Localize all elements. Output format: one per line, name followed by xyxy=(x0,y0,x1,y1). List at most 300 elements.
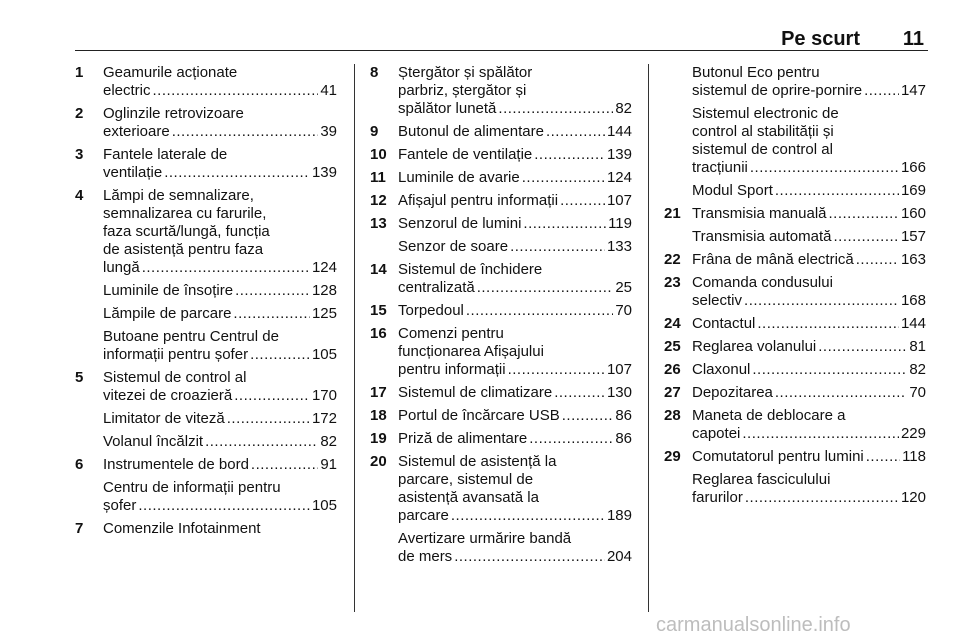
page-reference[interactable]: 124 xyxy=(311,259,337,276)
entry-label: Transmisia automată xyxy=(692,228,832,245)
entry-last-line xyxy=(398,192,632,210)
entry-last-line xyxy=(398,407,632,425)
column-divider xyxy=(354,64,355,612)
item-number: 1 xyxy=(75,64,84,81)
index-entry xyxy=(370,215,632,233)
entry-line: Fantele laterale de xyxy=(103,146,228,163)
index-entry xyxy=(370,238,632,256)
dot-leader xyxy=(153,82,319,100)
entry-text xyxy=(692,105,926,177)
entry-label: electric xyxy=(103,82,151,99)
entry-label: Afișajul pentru informații xyxy=(398,192,559,209)
entry-label: farurilor xyxy=(692,489,743,506)
index-entry xyxy=(370,384,632,402)
page-reference[interactable]: 139 xyxy=(606,146,632,163)
entry-last-line xyxy=(692,338,926,356)
entry-text xyxy=(692,384,926,402)
entry-text xyxy=(398,407,632,425)
item-number: 5 xyxy=(75,369,84,386)
entry-label: Sistemul de climatizare xyxy=(398,384,553,401)
index-entry xyxy=(370,123,632,141)
dot-leader xyxy=(142,259,310,277)
entry-label: Depozitarea xyxy=(692,384,773,401)
entry-text xyxy=(398,192,632,210)
index-entry xyxy=(75,187,337,277)
entry-line: Butonul Eco pentru xyxy=(692,64,820,81)
page-reference[interactable]: 160 xyxy=(900,205,926,222)
dot-leader xyxy=(454,548,605,566)
page-reference[interactable]: 82 xyxy=(909,361,926,378)
dot-leader xyxy=(742,425,899,443)
index-entry xyxy=(370,453,632,525)
item-number xyxy=(664,105,692,177)
dot-leader xyxy=(250,346,310,364)
index-entry xyxy=(75,146,337,182)
entry-line: asistență avansată la xyxy=(398,489,539,506)
entry-text xyxy=(398,453,632,525)
dot-leader xyxy=(510,238,605,256)
entry-last-line xyxy=(692,425,926,443)
page-reference[interactable]: 147 xyxy=(900,82,926,99)
entry-line: Geamurile acționate xyxy=(103,64,238,81)
entry-last-line xyxy=(692,182,926,200)
index-column-2 xyxy=(370,64,632,571)
page-reference[interactable]: 189 xyxy=(606,507,632,524)
page-reference[interactable]: 163 xyxy=(900,251,926,268)
entry-text xyxy=(692,448,926,466)
entry-line: Sistemul de control al xyxy=(103,369,247,386)
item-number: 29 xyxy=(664,448,681,465)
entry-last-line xyxy=(398,507,632,525)
entry-text xyxy=(398,302,632,320)
dot-leader xyxy=(562,407,614,425)
entry-last-line xyxy=(103,410,337,428)
dot-leader xyxy=(138,497,310,515)
entry-text xyxy=(103,479,337,515)
entry-text xyxy=(103,187,337,277)
page-reference[interactable]: 118 xyxy=(902,448,926,465)
entry-text xyxy=(692,315,926,333)
index-column-1 xyxy=(75,64,337,543)
entry-line: Butoane pentru Centrul de xyxy=(103,328,279,345)
page-reference[interactable]: 170 xyxy=(311,387,337,404)
item-number: 10 xyxy=(370,146,387,163)
index-entry xyxy=(664,338,926,356)
index-entry xyxy=(75,433,337,451)
entry-line: Sistemul de asistență la xyxy=(398,453,557,470)
index-entry xyxy=(75,520,337,538)
entry-last-line xyxy=(103,259,337,277)
index-entry xyxy=(664,471,926,507)
index-entry xyxy=(370,64,632,118)
item-number: 24 xyxy=(664,315,681,332)
entry-label: Priză de alimentare xyxy=(398,430,528,447)
entry-last-line xyxy=(398,146,632,164)
entry-text xyxy=(103,369,337,405)
entry-last-line xyxy=(103,497,337,515)
page-reference[interactable]: 144 xyxy=(900,315,926,332)
index-entry xyxy=(75,64,337,100)
entry-label: Luminile de însoțire xyxy=(103,282,234,299)
entry-label: Modul Sport xyxy=(692,182,773,199)
dot-leader xyxy=(172,123,319,141)
dot-leader xyxy=(752,361,907,379)
dot-leader xyxy=(534,146,605,164)
item-number: 4 xyxy=(75,187,84,204)
page-reference[interactable]: 41 xyxy=(320,82,337,99)
entry-line: parbriz, ștergător și xyxy=(398,82,527,99)
item-number xyxy=(75,433,103,451)
index-entry xyxy=(664,448,926,466)
entry-text xyxy=(103,64,337,100)
entry-label: informații pentru șofer xyxy=(103,346,249,363)
entry-text xyxy=(398,238,632,256)
dot-leader xyxy=(477,279,614,297)
item-number: 16 xyxy=(370,325,387,342)
dot-leader xyxy=(745,489,899,507)
index-entry xyxy=(664,407,926,443)
dot-leader xyxy=(744,292,899,310)
entry-last-line xyxy=(692,228,926,246)
entry-label: Portul de încărcare USB xyxy=(398,407,560,424)
index-entry xyxy=(370,261,632,297)
entry-label: Fantele de ventilație xyxy=(398,146,533,163)
entry-last-line xyxy=(398,100,632,118)
entry-last-line xyxy=(692,489,926,507)
entry-label: Luminile de avarie xyxy=(398,169,520,186)
dot-leader xyxy=(508,361,605,379)
dot-leader xyxy=(856,251,899,269)
entry-last-line xyxy=(692,82,926,100)
dot-leader xyxy=(164,164,310,182)
dot-leader xyxy=(818,338,907,356)
entry-text xyxy=(692,64,926,100)
entry-text xyxy=(692,471,926,507)
dot-leader xyxy=(864,82,899,100)
entry-last-line xyxy=(398,238,632,256)
page-reference[interactable]: 86 xyxy=(615,407,632,424)
index-entry xyxy=(370,302,632,320)
entry-text xyxy=(103,410,337,428)
index-entry xyxy=(75,479,337,515)
entry-last-line xyxy=(103,164,337,182)
entry-last-line xyxy=(398,548,632,566)
entry-last-line xyxy=(398,302,632,320)
entry-label: Senzor de soare xyxy=(398,238,509,255)
entry-text xyxy=(103,328,337,364)
index-entry xyxy=(75,456,337,474)
entry-text xyxy=(103,456,337,474)
entry-label: Senzorul de lumini xyxy=(398,215,522,232)
index-entry xyxy=(664,361,926,379)
dot-leader xyxy=(775,182,899,200)
dot-leader xyxy=(251,456,318,474)
page-number: 11 xyxy=(902,28,924,50)
dot-leader xyxy=(205,433,318,451)
item-number: 26 xyxy=(664,361,681,378)
entry-last-line xyxy=(692,384,926,402)
item-number: 20 xyxy=(370,453,387,470)
dot-leader xyxy=(233,305,310,323)
entry-label: tracțiunii xyxy=(692,159,748,176)
entry-line: funcționarea Afișajului xyxy=(398,343,544,360)
index-entry xyxy=(664,274,926,310)
entry-line: sistemul de control al xyxy=(692,141,833,158)
page-reference[interactable]: 105 xyxy=(311,497,337,514)
page-reference[interactable]: 39 xyxy=(320,123,337,140)
entry-line: Comanda condusului xyxy=(692,274,833,291)
dot-leader xyxy=(498,100,613,118)
entry-line: parcare, sistemul de xyxy=(398,471,534,488)
entry-line: Ștergător și spălător xyxy=(398,64,533,81)
entry-last-line xyxy=(692,448,926,466)
index-entry xyxy=(370,146,632,164)
entry-label: selectiv xyxy=(692,292,743,309)
page-reference[interactable]: 107 xyxy=(606,192,632,209)
entry-label: ventilație xyxy=(103,164,163,181)
entry-last-line xyxy=(103,433,337,451)
item-number: 21 xyxy=(664,205,681,222)
page-reference[interactable]: 144 xyxy=(606,123,632,140)
entry-line: de asistență pentru faza xyxy=(103,241,264,258)
entry-last-line xyxy=(692,205,926,223)
page-reference[interactable]: 70 xyxy=(615,302,632,319)
page-reference[interactable]: 25 xyxy=(615,279,632,296)
index-entry xyxy=(75,105,337,141)
entry-text xyxy=(398,146,632,164)
dot-leader xyxy=(466,302,613,320)
page-reference[interactable]: 81 xyxy=(909,338,926,355)
entry-text xyxy=(103,105,337,141)
item-number xyxy=(370,530,398,566)
item-number xyxy=(75,305,103,323)
item-number: 13 xyxy=(370,215,387,232)
entry-label: spălător lunetă xyxy=(398,100,497,117)
dot-leader xyxy=(529,430,613,448)
item-number: 23 xyxy=(664,274,681,291)
index-entry xyxy=(75,369,337,405)
index-entry xyxy=(664,228,926,246)
entry-last-line xyxy=(398,279,632,297)
index-entry xyxy=(370,325,632,379)
index-entry xyxy=(370,407,632,425)
entry-text xyxy=(398,64,632,118)
entry-text xyxy=(692,361,926,379)
entry-line: Reglarea fasciculului xyxy=(692,471,831,488)
item-number: 14 xyxy=(370,261,387,278)
entry-label: pentru informații xyxy=(398,361,506,378)
entry-last-line xyxy=(692,315,926,333)
entry-last-line xyxy=(103,82,337,100)
entry-text xyxy=(103,282,337,300)
item-number xyxy=(75,410,103,428)
entry-line: Comenzile Infotainment xyxy=(103,520,261,537)
entry-label: sistemul de oprire-pornire xyxy=(692,82,863,99)
item-number xyxy=(75,479,103,515)
entry-label: Claxonul xyxy=(692,361,751,378)
page-reference[interactable]: 204 xyxy=(606,548,632,565)
page-reference[interactable]: 130 xyxy=(606,384,632,401)
item-number: 15 xyxy=(370,302,387,319)
entry-text xyxy=(103,520,337,538)
entry-last-line xyxy=(692,251,926,269)
watermark: carmanualsonline.info xyxy=(656,614,851,636)
entry-text xyxy=(103,305,337,323)
index-entry xyxy=(75,328,337,364)
page-reference[interactable]: 229 xyxy=(900,425,926,442)
dot-leader xyxy=(451,507,605,525)
item-number: 28 xyxy=(664,407,681,424)
item-number: 17 xyxy=(370,384,387,401)
page-title: Pe scurt xyxy=(781,28,860,50)
dot-leader xyxy=(235,282,310,300)
entry-last-line xyxy=(692,292,926,310)
entry-last-line xyxy=(398,361,632,379)
item-number: 11 xyxy=(370,169,386,186)
entry-line: semnalizarea cu farurile, xyxy=(103,205,267,222)
page-reference[interactable]: 172 xyxy=(311,410,337,427)
entry-label: Reglarea volanului xyxy=(692,338,817,355)
entry-last-line xyxy=(398,123,632,141)
entry-line: Lămpi de semnalizare, xyxy=(103,187,254,204)
entry-label: Lămpile de parcare xyxy=(103,305,232,322)
entry-last-line xyxy=(398,169,632,187)
dot-leader xyxy=(757,315,899,333)
entry-last-line xyxy=(692,361,926,379)
index-entry xyxy=(370,192,632,210)
entry-label: Transmisia manuală xyxy=(692,205,827,222)
item-number: 3 xyxy=(75,146,84,163)
item-number: 8 xyxy=(370,64,379,81)
entry-last-line xyxy=(398,215,632,233)
entry-text xyxy=(692,338,926,356)
entry-label: Torpedoul xyxy=(398,302,464,319)
entry-text xyxy=(398,430,632,448)
entry-label: capotei xyxy=(692,425,741,442)
entry-label: parcare xyxy=(398,507,449,524)
entry-last-line xyxy=(103,456,337,474)
page-reference[interactable]: 82 xyxy=(615,100,632,117)
item-number xyxy=(664,64,692,100)
index-entry xyxy=(664,205,926,223)
entry-label: Contactul xyxy=(692,315,756,332)
entry-line: Sistemul de închidere xyxy=(398,261,543,278)
dot-leader xyxy=(829,205,899,223)
item-number: 27 xyxy=(664,384,681,401)
index-entry xyxy=(664,105,926,177)
page-reference[interactable]: 119 xyxy=(608,215,632,232)
entry-last-line xyxy=(398,430,632,448)
dot-leader xyxy=(546,123,605,141)
index-entry xyxy=(75,410,337,428)
item-number xyxy=(75,328,103,364)
item-number: 19 xyxy=(370,430,387,447)
dot-leader xyxy=(227,410,310,428)
entry-text xyxy=(692,228,926,246)
item-number: 18 xyxy=(370,407,387,424)
entry-text xyxy=(103,146,337,182)
index-entry xyxy=(370,169,632,187)
entry-last-line xyxy=(103,305,337,323)
page-header xyxy=(75,28,928,51)
page-reference[interactable]: 157 xyxy=(900,228,926,245)
page-reference[interactable]: 91 xyxy=(320,456,337,473)
entry-text xyxy=(398,215,632,233)
dot-leader xyxy=(750,159,899,177)
dot-leader xyxy=(234,387,310,405)
entry-label: de mers xyxy=(398,548,453,565)
item-number: 25 xyxy=(664,338,681,355)
entry-text xyxy=(692,205,926,223)
entry-text xyxy=(398,123,632,141)
item-number xyxy=(370,238,398,256)
index-column-3 xyxy=(664,64,926,512)
entry-text xyxy=(398,325,632,379)
page-reference[interactable]: 133 xyxy=(606,238,632,255)
entry-label: lungă xyxy=(103,259,140,276)
page-reference[interactable]: 105 xyxy=(311,346,337,363)
item-number xyxy=(664,228,692,246)
entry-label: Volanul încălzit xyxy=(103,433,204,450)
item-number: 6 xyxy=(75,456,84,473)
page-reference[interactable]: 82 xyxy=(320,433,337,450)
entry-line: Comenzi pentru xyxy=(398,325,504,342)
page-reference[interactable]: 169 xyxy=(900,182,926,199)
item-number xyxy=(664,182,692,200)
dot-leader xyxy=(866,448,900,466)
entry-label: Limitator de viteză xyxy=(103,410,225,427)
dot-leader xyxy=(522,169,605,187)
item-number: 9 xyxy=(370,123,379,140)
entry-text xyxy=(692,274,926,310)
entry-text xyxy=(398,261,632,297)
item-number: 7 xyxy=(75,520,84,537)
page-reference[interactable]: 120 xyxy=(900,489,926,506)
dot-leader xyxy=(554,384,605,402)
index-entry xyxy=(370,430,632,448)
page-reference[interactable]: 139 xyxy=(311,164,337,181)
entry-line: control al stabilității și xyxy=(692,123,834,140)
page-reference[interactable]: 128 xyxy=(311,282,337,299)
entry-line: Sistemul electronic de xyxy=(692,105,839,122)
entry-text xyxy=(398,169,632,187)
entry-text xyxy=(692,251,926,269)
entry-text xyxy=(692,182,926,200)
entry-label: Frâna de mână electrică xyxy=(692,251,854,268)
entry-text xyxy=(398,530,632,566)
entry-label: vitezei de croazieră xyxy=(103,387,233,404)
index-entry xyxy=(664,64,926,100)
entry-label: șofer xyxy=(103,497,137,514)
dot-leader xyxy=(834,228,899,246)
entry-line: Maneta de deblocare a xyxy=(692,407,846,424)
page-reference[interactable]: 168 xyxy=(900,292,926,309)
page-reference[interactable]: 124 xyxy=(606,169,632,186)
entry-text xyxy=(398,384,632,402)
dot-leader xyxy=(775,384,907,402)
entry-last-line xyxy=(103,387,337,405)
page-reference[interactable]: 166 xyxy=(900,159,926,176)
page-reference[interactable]: 86 xyxy=(615,430,632,447)
page-reference[interactable]: 70 xyxy=(909,384,926,401)
dot-leader xyxy=(523,215,606,233)
page-reference[interactable]: 125 xyxy=(311,305,337,322)
page-reference[interactable]: 107 xyxy=(606,361,632,378)
entry-line: faza scurtă/lungă, funcția xyxy=(103,223,270,240)
entry-last-line xyxy=(692,159,926,177)
entry-label: Instrumentele de bord xyxy=(103,456,249,473)
column-divider xyxy=(648,64,649,612)
